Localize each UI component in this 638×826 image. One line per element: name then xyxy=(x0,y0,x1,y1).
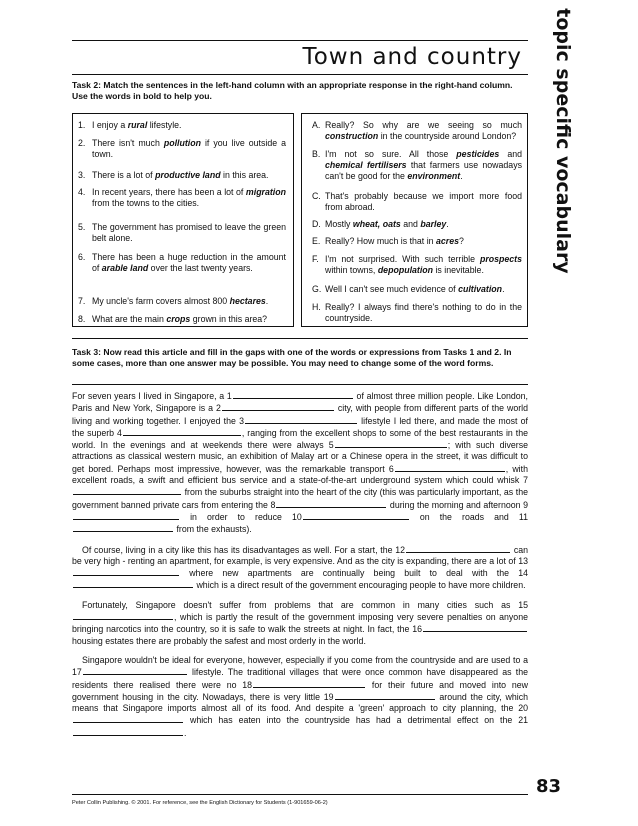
item-text: Really? How much is that in acres? xyxy=(325,236,464,246)
fill-in-blank[interactable] xyxy=(276,499,386,508)
task2-instructions: Task 2: Match the sentences in the left-hand column with an appropriate response in the right-hand column. Use the words in bold to help you. xyxy=(72,80,513,101)
task2-left-item xyxy=(78,170,286,181)
task2-left-item xyxy=(78,314,286,325)
task2-right-item xyxy=(312,284,522,295)
item-number: 7. xyxy=(78,296,86,306)
item-number: 5. xyxy=(78,222,86,232)
item-text: In recent years, there has been a lot of migration from the towns to the cities. xyxy=(92,187,286,208)
item-text: What are the main crops grown in this area? xyxy=(92,314,268,324)
task2-left-item xyxy=(78,296,286,307)
page-number: 83 xyxy=(536,776,562,797)
fill-in-blank[interactable] xyxy=(395,463,505,472)
item-text: I'm not surprised. With such terrible prospects within towns, depopulation is inevitable. xyxy=(325,254,522,275)
item-text: There is a lot of productive land in this area. xyxy=(92,170,269,180)
task2-right-item xyxy=(312,236,522,247)
fill-in-blank[interactable] xyxy=(222,402,334,411)
task3-article xyxy=(72,390,528,747)
item-letter: A. xyxy=(312,120,321,130)
item-letter: F. xyxy=(312,254,319,264)
item-number: 6. xyxy=(78,252,86,262)
fill-in-blank[interactable] xyxy=(73,486,181,495)
fill-in-blank[interactable] xyxy=(335,439,447,448)
task3-rule xyxy=(72,384,528,385)
title-underline xyxy=(72,74,528,75)
footer-credit: Peter Collin Publishing. © 2001. For reference, see the English Dictionary for Students (1-901659-06-2) xyxy=(72,800,328,806)
task2-left-item xyxy=(78,138,286,160)
article-paragraph: Fortunately, Singapore doesn't suffer from problems that are common in many cities such as 15, which is partly the result of the government imposing very severe penalties on anyone bringing narcotics into the country, so it is safe to walk the streets at night. In fact, the 16 housing estates there are probably the safest and most orderly in the world. xyxy=(72,599,528,646)
fill-in-blank[interactable] xyxy=(73,714,183,723)
task2-right-item xyxy=(312,219,522,230)
item-text: Well I can't see much evidence of cultivation. xyxy=(325,284,505,294)
item-letter: B. xyxy=(312,149,321,159)
item-text: Really? So why are we seeing so much construction in the countryside around London? xyxy=(325,120,522,141)
item-number: 3. xyxy=(78,170,86,180)
fill-in-blank[interactable] xyxy=(253,679,365,688)
article-paragraph: Singapore wouldn't be ideal for everyone, however, especially if you come from the countryside and are used to a 17 lifestyle. The traditional villages that were once common have disappeared as the residents there realised there were no 18 for their future and moved into new government housing in the city. Nowadays, there is very little 19 around the city, which means that Singapore imports almost all of its food. And despite a 'green' approach to city planning, the 20 which has eaten into the countryside has had a detrimental effect on the 21. xyxy=(72,654,528,738)
item-text: Really? I always find there's nothing to do in the countryside. xyxy=(325,302,522,323)
task2-left-item xyxy=(78,252,286,274)
task2-right-item xyxy=(312,191,522,213)
item-letter: E. xyxy=(312,236,321,246)
item-number: 8. xyxy=(78,314,86,324)
task2-right-item xyxy=(312,302,522,324)
task2-left-item xyxy=(78,120,286,131)
fill-in-blank[interactable] xyxy=(245,415,357,424)
item-text: There isn't much pollution if you live outside a town. xyxy=(92,138,286,159)
fill-in-blank[interactable] xyxy=(73,579,193,588)
page-title: Town and country xyxy=(302,44,522,70)
fill-in-blank[interactable] xyxy=(73,511,179,520)
item-number: 4. xyxy=(78,187,86,197)
item-number: 2. xyxy=(78,138,86,148)
item-letter: C. xyxy=(312,191,321,201)
fill-in-blank[interactable] xyxy=(73,567,179,576)
task2-left-item xyxy=(78,187,286,209)
article-paragraph: Of course, living in a city like this has its disadvantages as well. For a start, the 12 can be very high - renting an apartment, for example, is very expensive. And as the city is expanding, there are a lot of 13 where new apartments are continually being built to deal with the 14 which is a direct result of the government encouraging people to have more children. xyxy=(72,544,528,591)
top-rule xyxy=(72,40,528,41)
item-text: Mostly wheat, oats and barley. xyxy=(325,219,449,229)
article-paragraph: For seven years I lived in Singapore, a 1 of almost three million people. Like London, Paris and New York, Singapore is a 2 city, with people from different parts of the world living and working together. I enjoyed the 3 lifestyle I led there, and made the most of the superb 4 , ranging from the excellent shops to some of the best restaurants in the world. In the evenings and at weekends there were always 5 ; with such diverse attractions as classical western music, an exhibition of Malay art or a Chinese opera in the street, it was difficult to get bored. Perhaps most impressive, however, was the remarkable transport 6 , with excellent roads, a swift and efficient bus service and a state-of-the-art underground system which could whisk 7 from the suburbs straight into the heart of the city (this was particularly important, as the government banned private cars from entering the 8 during the morning and afternoon 9 in order to reduce 10 on the roads and 11 from the exhausts). xyxy=(72,391,529,535)
fill-in-blank[interactable] xyxy=(73,523,173,532)
item-text: I enjoy a rural lifestyle. xyxy=(92,120,182,130)
item-letter: D. xyxy=(312,219,321,229)
item-letter: G. xyxy=(312,284,322,294)
task2-left-item xyxy=(78,222,286,244)
task2-right-item xyxy=(312,254,522,276)
item-text: That's probably because we import more food from abroad. xyxy=(325,191,522,212)
fill-in-blank[interactable] xyxy=(303,511,409,520)
fill-in-blank[interactable] xyxy=(335,691,435,700)
fill-in-blank[interactable] xyxy=(73,727,183,736)
task2-bottom-rule xyxy=(72,338,528,339)
item-text: The government has promised to leave the green belt alone. xyxy=(92,222,286,243)
item-text: I'm not so sure. All those pesticides and chemical fertilisers that farmers use nowadays can't be good for the environment. xyxy=(325,149,522,181)
fill-in-blank[interactable] xyxy=(123,427,241,436)
side-label: topic specific vocabulary xyxy=(552,8,574,274)
task2-right-item xyxy=(312,120,522,142)
item-letter: H. xyxy=(312,302,321,312)
fill-in-blank[interactable] xyxy=(233,390,353,399)
fill-in-blank[interactable] xyxy=(406,544,510,553)
item-text: My uncle's farm covers almost 800 hectares. xyxy=(92,296,269,306)
fill-in-blank[interactable] xyxy=(423,623,527,632)
task2-right-item xyxy=(312,149,522,182)
fill-in-blank[interactable] xyxy=(73,611,173,620)
fill-in-blank[interactable] xyxy=(83,666,187,675)
item-text: There has been a huge reduction in the amount of arable land over the last twenty years. xyxy=(92,252,286,273)
bottom-rule xyxy=(72,794,528,795)
item-number: 1. xyxy=(78,120,86,130)
task3-instructions: Task 3: Now read this article and fill in the gaps with one of the words or expressions from Tasks 1 and 2. In some cases, more than one answer may be possible. You may need to change some of the word forms. xyxy=(72,347,512,368)
